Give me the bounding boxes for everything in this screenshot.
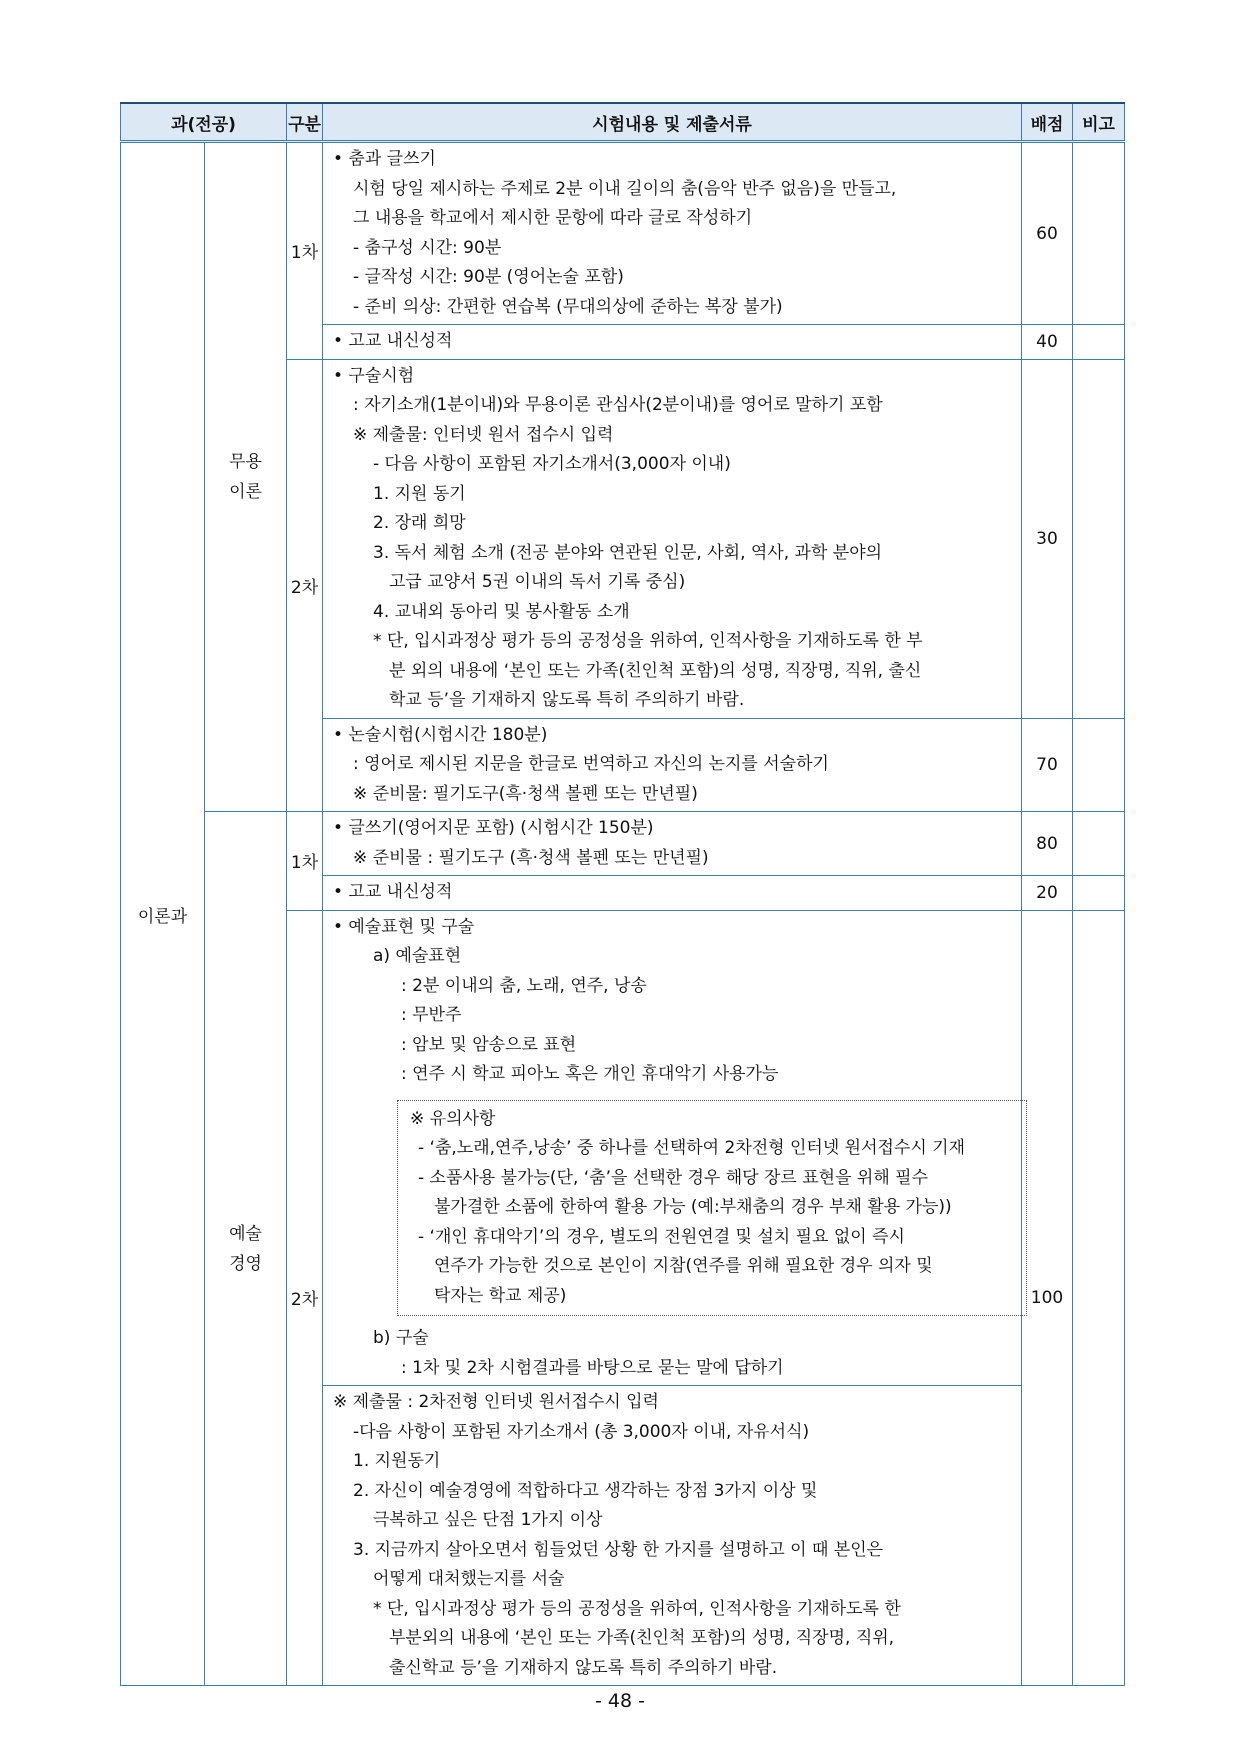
content-line: • 고교 내신성적: [333, 331, 453, 351]
header-score: 배점: [1022, 103, 1073, 142]
score-cell: 30: [1022, 359, 1073, 718]
content-line: 4. 교내외 동아리 및 봉사활동 소개: [373, 601, 630, 622]
score-cell: 70: [1022, 718, 1073, 812]
content-line: * 단, 입시과정상 평가 등의 공정성을 위하여, 인적사항을 기재하도록 한: [373, 1598, 901, 1619]
content-line: : 연주 시 학교 피아노 혹은 개인 휴대악기 사용가능: [401, 1064, 779, 1084]
caution-line: - ‘춤,노래,연주,낭송’ 중 하나를 선택하여 2차전형 인터넷 원서접수시 기재: [418, 1138, 966, 1158]
remarks-cell: [1073, 325, 1125, 360]
content-line: • 구술시험: [333, 365, 415, 386]
score-cell: 40: [1022, 325, 1073, 360]
content-line: 2. 장래 희망: [373, 513, 466, 533]
remarks-cell: [1073, 359, 1125, 718]
content-line: a) 예술표현: [373, 946, 462, 966]
content-line: ※ 준비물: 필기도구(흑·청색 볼펜 또는 만년필): [353, 783, 698, 804]
content-cell: [323, 359, 1022, 718]
content-line: 학교 등’을 기재하지 않도록 특히 주의하기 바람.: [389, 690, 745, 710]
table-row: [121, 812, 1125, 876]
header-content: 시험내용 및 제출서류: [323, 103, 1022, 142]
content-cell: [323, 1386, 1022, 1686]
page-number: - 48 -: [595, 1690, 645, 1712]
content-line: -다음 사항이 포함된 자기소개서 (총 3,000자 이내, 자유서식): [353, 1421, 810, 1442]
content-cell: [323, 325, 1022, 360]
caution-line: - 소품사용 불가능(단, ‘춤’을 선택한 경우 해당 장르 표현을 위해 필수: [418, 1167, 928, 1188]
score-cell: 80: [1022, 812, 1073, 876]
track-label-line1: 무용: [229, 452, 262, 472]
content-line: b) 구술: [373, 1328, 429, 1348]
stage-cell: 1차: [287, 812, 323, 911]
content-line: * 단, 입시과정상 평가 등의 공정성을 위하여, 인적사항을 기재하도록 한 부: [373, 631, 923, 651]
content-line: 2. 자신이 예술경영에 적합하다고 생각하는 장점 3가지 이상 및: [353, 1480, 818, 1501]
exam-table: [120, 102, 1125, 1686]
content-line: • 글쓰기(영어지문 포함) (시험시간 150분): [333, 818, 654, 838]
remarks-cell: [1073, 718, 1125, 812]
content-line: - 춤구성 시간: 90분: [353, 237, 502, 258]
track-label-line1: 예술: [229, 1223, 262, 1244]
content-line: 고급 교양서 5권 이내의 독서 기록 중심): [389, 572, 686, 592]
content-line: 부분외의 내용에 ‘본인 또는 가족(친인척 포함)의 성명, 직장명, 직위,: [389, 1628, 895, 1648]
caution-line: - ‘개인 휴대악기’의 경우, 별도의 전원연결 및 설치 필요 없이 즉시: [418, 1226, 905, 1247]
caution-line: 탁자는 학교 제공): [434, 1285, 567, 1306]
content-line: ※ 준비물 : 필기도구 (흑·청색 볼펜 또는 만년필): [353, 847, 709, 868]
content-line: • 고교 내신성적: [333, 882, 453, 902]
content-line: - 다음 사항이 포함된 자기소개서(3,000자 이내): [373, 454, 731, 474]
header-remarks: 비고: [1073, 103, 1125, 142]
table-header-row: [121, 103, 1125, 142]
content-line: : 암보 및 암송으로 표현: [401, 1034, 577, 1055]
content-cell: [323, 718, 1022, 812]
track-cell-dance-theory: [205, 142, 287, 812]
remarks-cell: [1073, 812, 1125, 876]
score-cell: 100: [1022, 910, 1073, 1686]
content-line: • 논술시험(시험시간 180분): [333, 724, 548, 745]
content-line: : 영어로 제시된 지문을 한글로 번역하고 자신의 논지를 서술하기: [353, 754, 829, 774]
content-line: 어떻게 대처했는지를 서술: [373, 1569, 565, 1589]
content-line: 출신학교 등’을 기재하지 않도록 특히 주의하기 바람.: [389, 1657, 778, 1678]
stage-cell: 1차: [287, 142, 323, 360]
content-cell: [323, 812, 1022, 876]
content-line: ※ 제출물 : 2차전형 인터넷 원서접수시 입력: [333, 1392, 659, 1412]
header-stage: 구분: [287, 103, 323, 142]
content-line: 그 내용을 학교에서 제시한 문항에 따라 글로 작성하기: [353, 208, 753, 228]
content-line: 3. 독서 체험 소개 (전공 분야와 연관된 인문, 사회, 역사, 과학 분야의: [373, 542, 883, 563]
caution-line: 연주가 가능한 것으로 본인이 지참(연주를 위해 필요한 경우 의자 및: [434, 1256, 933, 1276]
content-line: • 예술표현 및 구술: [333, 916, 475, 937]
header-major: 과(전공): [121, 103, 287, 142]
content-line: 극복하고 싶은 단점 1가지 이상: [373, 1510, 603, 1530]
remarks-cell: [1073, 876, 1125, 911]
major-label: 이론과: [137, 906, 188, 927]
stage-cell: 2차: [287, 359, 323, 812]
track-cell-arts-management: [205, 812, 287, 1686]
caution-box: [397, 1100, 1027, 1317]
score-cell: 60: [1022, 142, 1073, 325]
content-line: - 글작성 시간: 90분 (영어논술 포함): [353, 267, 624, 287]
content-cell: [323, 142, 1022, 325]
content-line: 분 외의 내용에 ‘본인 또는 가족(친인척 포함)의 성명, 직장명, 직위, 출신: [389, 660, 922, 681]
score-cell: 20: [1022, 876, 1073, 911]
content-cell: [323, 876, 1022, 911]
content-cell: [323, 910, 1022, 1386]
caution-line: 불가결한 소품에 한하여 활용 가능 (예:부채춤의 경우 부채 활용 가능)): [434, 1197, 952, 1217]
content-line: : 1차 및 2차 시험결과를 바탕으로 묻는 말에 답하기: [401, 1357, 784, 1378]
content-line: ※ 제출물: 인터넷 원서 접수시 입력: [353, 424, 614, 445]
remarks-cell: [1073, 910, 1125, 1686]
table-row: [121, 142, 1125, 325]
content-line: 시험 당일 제시하는 주제로 2분 이내 길이의 춤(음악 반주 없음)을 만들고,: [353, 178, 897, 199]
track-label-line2: 경영: [229, 1253, 262, 1274]
content-line: • 춤과 글쓰기: [333, 149, 436, 169]
content-line: 3. 지금까지 살아오면서 힘들었던 상황 한 가지를 설명하고 이 때 본인은: [353, 1539, 884, 1560]
track-label-line2: 이론: [229, 482, 262, 502]
major-cell: [121, 142, 205, 1686]
content-line: 1. 지원 동기: [373, 483, 466, 504]
content-line: - 준비 의상: 간편한 연습복 (무대의상에 준하는 복장 불가): [353, 296, 783, 317]
stage-cell: 2차: [287, 910, 323, 1686]
remarks-cell: [1073, 142, 1125, 325]
content-line: : 무반주: [401, 1005, 462, 1025]
content-line: : 2분 이내의 춤, 노래, 연주, 낭송: [401, 975, 647, 996]
content-line: : 자기소개(1분이내)와 무용이론 관심사(2분이내)를 영어로 말하기 포함: [353, 395, 883, 415]
content-line: 1. 지원동기: [353, 1451, 441, 1471]
caution-title: ※ 유의사항: [410, 1108, 496, 1129]
